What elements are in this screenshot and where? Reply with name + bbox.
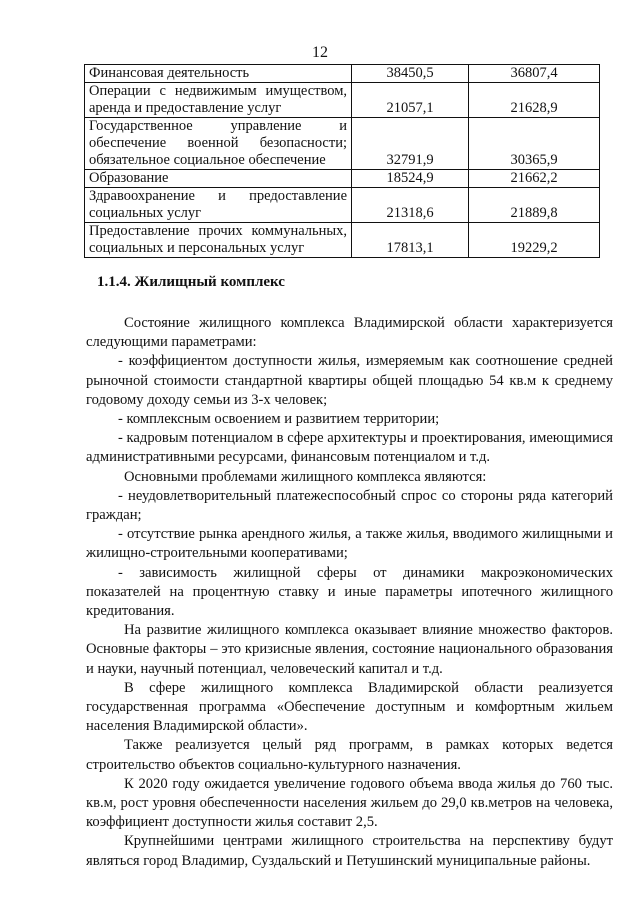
row-name: Финансовая деятельность [85,65,352,83]
table-row [85,170,600,188]
row-value-2: 21662,2 [469,170,600,188]
row-name: Здравоохранение и предоставление социальных услуг [85,188,352,223]
row-value-1: 21057,1 [352,83,469,118]
paragraph: Основными проблемами жилищного комплекса являются: [124,468,487,485]
list-item: - неудовлетворительный платежеспособный спрос со стороны ряда категорий граждан; [86,487,613,524]
paragraph: Крупнейшими центрами жилищного строительства на перспективу будут являться город Владимир, Суздальский и Петушинский муниципальные районы. [86,833,613,869]
row-value-1: 38450,5 [352,65,469,83]
paragraph: Состояние жилищного комплекса Владимирской области характеризуется следующими параметрами: [86,315,613,351]
row-value-2: 21628,9 [469,83,600,118]
page-number: 12 [312,44,328,61]
paragraph: В сфере жилищного комплекса Владимирской области реализуется государственная программа «Обеспечение доступным и комфортным жильем населения Владимирской области». [86,679,613,735]
paragraph: Также реализуется целый ряд программ, в рамках которых ведется строительство объектов социально-культурного назначения. [86,737,613,773]
paragraph: К 2020 году ожидается увеличение годового объема ввода жилья до 760 тыс. кв.м, рост уровня обеспеченности населения жильем до 29,0 кв.метров на человека, коэффициент доступности жилья составит 2,5. [86,775,613,831]
row-value-2: 36807,4 [469,65,600,83]
list-item: - отсутствие рынка арендного жилья, а также жилья, вводимого жилищными и жилищно-строительными кооперативами; [86,526,613,562]
paragraph: На развитие жилищного комплекса оказывает влияние множество факторов. Основные факторы – это кризисные явления, состояние национального образования и науки, научный потенциал, человеческий капитал и т.д. [86,622,613,677]
table-row [85,118,600,170]
row-value-1: 18524,9 [352,170,469,188]
row-name: Государственное управление и обеспечение военной безопасности; обязательное социальное обеспечение [85,118,352,170]
list-item: - зависимость жилищной сферы от динамики макроэкономических показателей на процентную ставку и иные параметры ипотечного жилищного кредитования. [86,564,613,620]
row-value-2: 19229,2 [469,223,600,258]
row-value-1: 32791,9 [352,118,469,170]
body-text [86,314,613,871]
row-name: Операции с недвижимым имуществом, аренда и предоставление услуг [85,83,352,118]
list-item: - кадровым потенциалом в сфере архитектуры и проектирования, имеющимися административными ресурсами, финансовым потенциалом и т.д. [86,430,613,466]
row-name: Образование [85,170,352,188]
row-value-1: 17813,1 [352,223,469,258]
row-value-2: 30365,9 [469,118,600,170]
row-name: Предоставление прочих коммунальных, социальных и персональных услуг [85,223,352,258]
table-row [85,188,600,223]
row-value-1: 21318,6 [352,188,469,223]
table-row [85,83,600,118]
row-value-2: 21889,8 [469,188,600,223]
section-heading: 1.1.4. Жилищный комплекс [97,274,285,290]
statistics-table [84,64,600,258]
table-row [85,223,600,258]
list-item: - комплексным освоением и развитием территории; [118,411,440,428]
list-item: - коэффициентом доступности жилья, измеряемым как соотношение средней рыночной стоимости стандартной квартиры общей площадью 54 кв.м к среднему годовому доходу семьи из 3-х человек; [86,353,613,408]
table-row [85,65,600,83]
